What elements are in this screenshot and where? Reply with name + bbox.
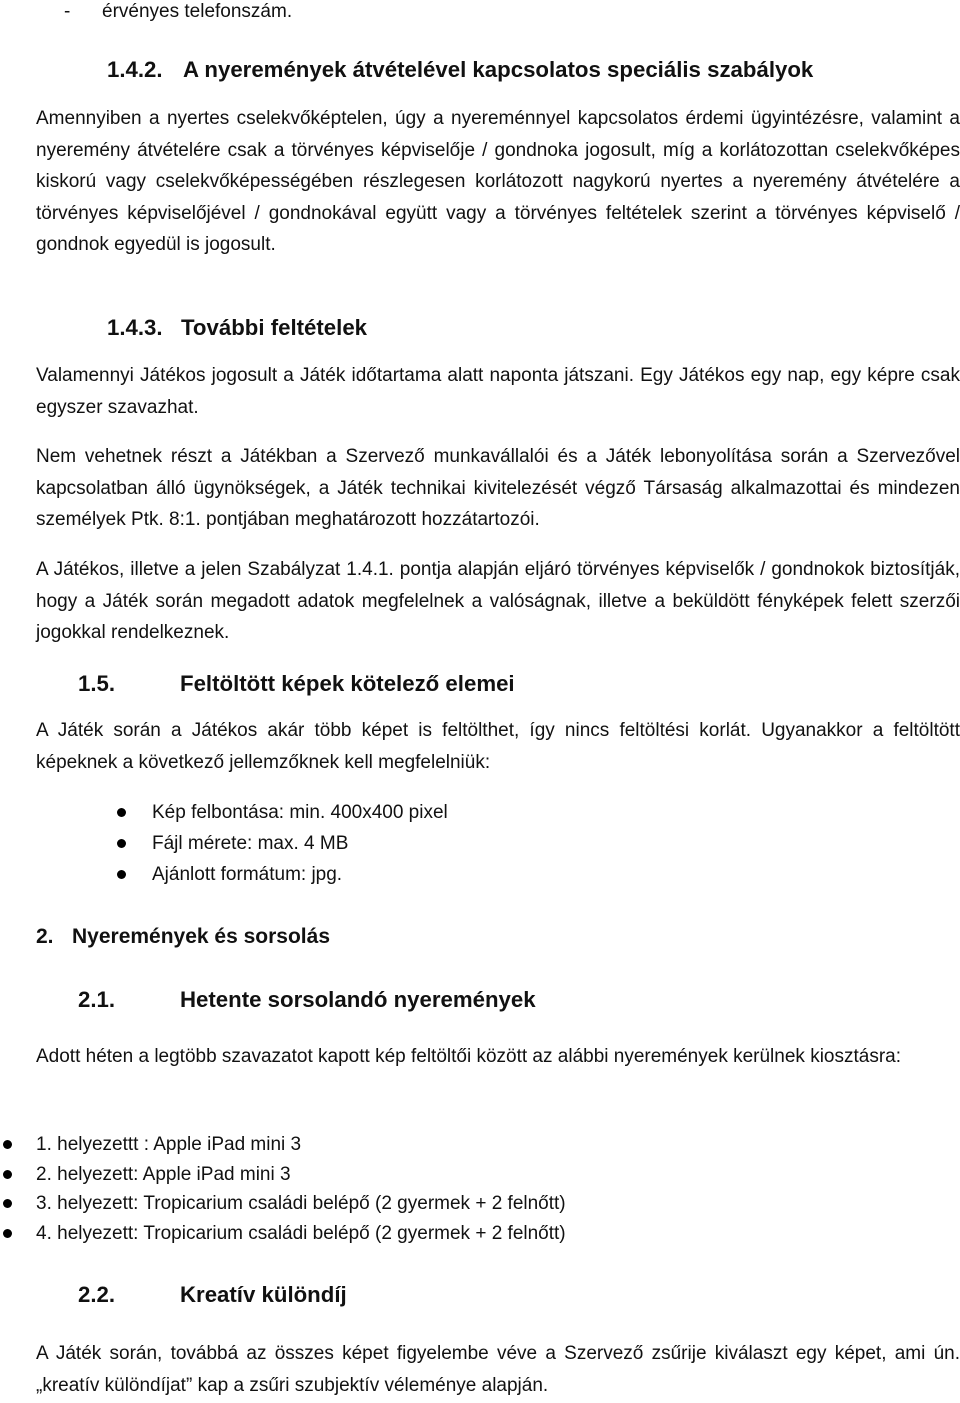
- bullet-icon: [117, 839, 126, 848]
- section-title: A nyeremények átvételével kapcsolatos speciális szabályok: [183, 57, 814, 82]
- section-heading-2-2: [78, 1279, 347, 1311]
- section-title: Feltöltött képek kötelező elemei: [180, 671, 515, 696]
- list-item: 2. helyezett: Apple iPad mini 3: [36, 1160, 566, 1190]
- section-title: Kreatív különdíj: [180, 1282, 347, 1307]
- paragraph-daily-play: Valamennyi Játékos jogosult a Játék időtartama alatt naponta játszani. Egy Játékos egy nap, egy képre csak egyszer szavazhat.: [36, 365, 960, 418]
- bullet-icon: [3, 1140, 12, 1149]
- list-item: 3. helyezett: Tropicarium családi belépő (2 gyermek + 2 felnőtt): [36, 1189, 566, 1219]
- paragraph-data-accuracy: A Játékos, illetve a jelen Szabályzat 1.4.1. pontja alapján eljáró törvényes képviselők / gondnokok biztosítják, hogy a Játék során megadott adatok megfelelnek a valóságnak, illetve a beküldött fényképek felett szerzői jogokkal rendelkeznek.: [36, 559, 960, 643]
- paragraph-special-rules: Amennyiben a nyertes cselekvőképtelen, úgy a nyereménnyel kapcsolatos érdemi ügyintézésre, valamint a nyeremény átvételére csak a törvényes képviselője / gondnoka jogosult, míg a korlátozottan cselekvőképes kiskorú vagy cselekvőképességében részlegesen korlátozott nagykorú nyertes a nyeremény átvételére a törvényes képviselőjével / gondnokával együtt vagy a törvényes feltételek szerint a törvényes képviselő / gondnok egyedül is jogosult.: [36, 108, 960, 255]
- section-heading-2-1: [78, 984, 536, 1016]
- section-number: 1.5.: [78, 671, 116, 696]
- list-item: Kép felbontása: min. 400x400 pixel: [152, 797, 448, 828]
- bullet-icon: [3, 1229, 12, 1238]
- section-heading-2: [36, 921, 330, 953]
- section-heading-1-5: [78, 668, 515, 700]
- list-item: 1. helyezettt : Apple iPad mini 3: [36, 1130, 566, 1160]
- list-item-text: érvényes telefonszám.: [102, 1, 293, 22]
- list-item: 4. helyezett: Tropicarium családi belépő (2 gyermek + 2 felnőtt): [36, 1219, 566, 1249]
- dash-marker: -: [64, 1, 71, 22]
- section-number: 2.: [36, 925, 54, 948]
- bullet-icon: [3, 1199, 12, 1208]
- bullet-icon: [3, 1170, 12, 1179]
- section-title: Hetente sorsolandó nyeremények: [180, 987, 536, 1012]
- paragraph-upload-requirements: A Játék során a Játékos akár több képet is feltölthet, így nincs feltöltési korlát. Ugyanakkor a feltöltött képeknek a következő jellemzőknek kell megfelelniük:: [36, 720, 960, 773]
- bullet-icon: [117, 808, 126, 817]
- list-item-phone: [64, 0, 292, 28]
- section-title: Nyeremények és sorsolás: [72, 925, 330, 948]
- section-heading-1-4-3: [107, 312, 367, 344]
- paragraph-weekly-prizes: Adott héten a legtöbb szavazatot kapott kép feltöltői között az alábbi nyeremények kerülnek kiosztásra:: [36, 1046, 902, 1067]
- section-number: 1.4.3.: [107, 315, 163, 340]
- list-item: Fájl mérete: max. 4 MB: [152, 828, 448, 859]
- bullet-icon: [117, 870, 126, 879]
- paragraph-excluded-persons: Nem vehetnek részt a Játékban a Szervező munkavállalói és a Játék lebonyolítása során a Szervezővel kapcsolatban álló ügynökségek, a Játék technikai kivitelezését végző Társaság alkalmazottai és mindezen személyek Ptk. 8:1. pontjában meghatározott hozzátartozói.: [36, 446, 960, 530]
- prizes-list: [36, 1130, 566, 1248]
- section-number: 1.4.2.: [107, 57, 163, 82]
- image-requirements-list: [152, 797, 448, 890]
- section-heading-1-4-2: [107, 54, 813, 86]
- section-title: További feltételek: [181, 315, 368, 340]
- section-number: 2.2.: [78, 1282, 116, 1307]
- list-item: Ajánlott formátum: jpg.: [152, 859, 448, 890]
- paragraph-creative-prize: A Játék során, továbbá az összes képet figyelembe véve a Szervező zsűrije kiválaszt egy képet, ami ún. „kreatív különdíjat” kap a zsűri szubjektív véleménye alapján.: [36, 1343, 960, 1396]
- section-number: 2.1.: [78, 987, 116, 1012]
